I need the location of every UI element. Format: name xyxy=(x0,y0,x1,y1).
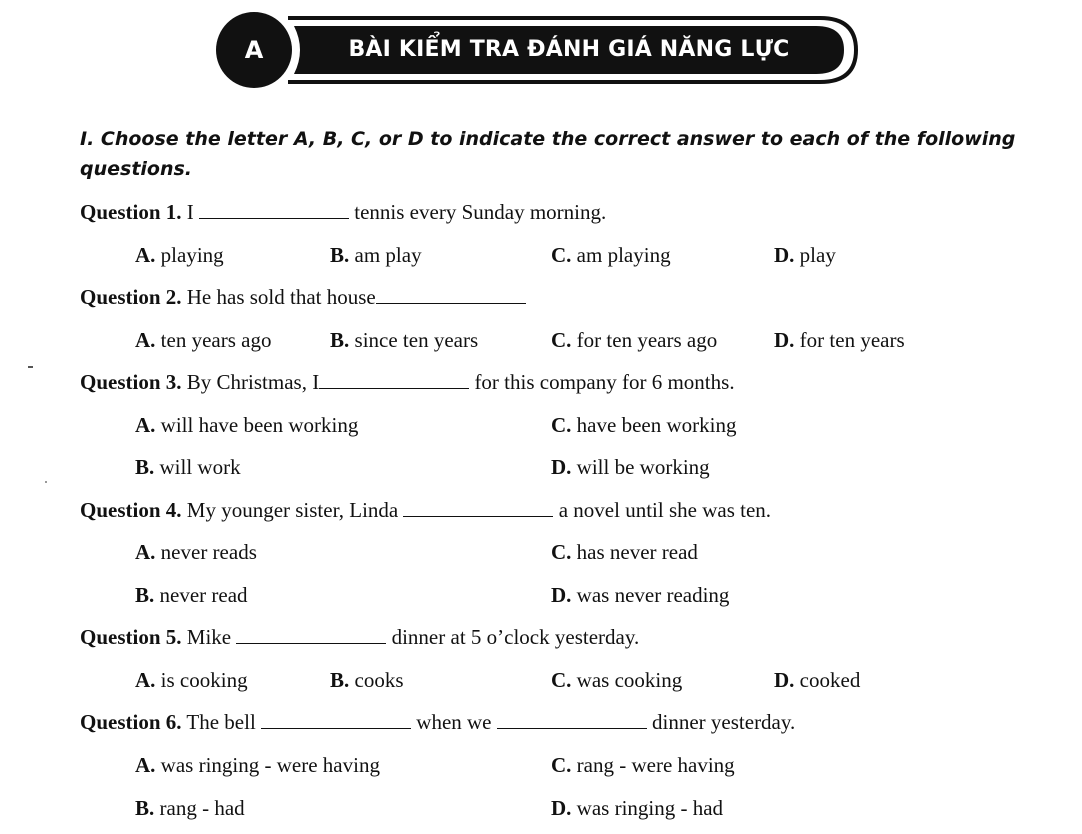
option-letter: C. xyxy=(551,243,572,267)
option-b[interactable] xyxy=(135,583,248,608)
question-text: I xyxy=(186,200,200,224)
option-text: for ten years xyxy=(799,328,905,352)
option-letter: B. xyxy=(330,243,350,267)
option-text: am play xyxy=(354,243,422,267)
question-label: Question 4. xyxy=(80,498,182,522)
question-text: The bell xyxy=(186,710,262,734)
option-letter: A. xyxy=(135,243,156,267)
question-text: when we xyxy=(411,710,497,734)
option-text: play xyxy=(799,243,836,267)
option-a[interactable] xyxy=(135,668,248,693)
option-d[interactable] xyxy=(774,328,905,353)
section-letter-badge: A xyxy=(244,36,264,64)
option-c[interactable] xyxy=(551,668,682,693)
option-text: cooked xyxy=(799,668,861,692)
question-text: By Christmas, I xyxy=(186,370,320,394)
option-c[interactable] xyxy=(551,328,717,353)
margin-mark xyxy=(28,366,33,368)
answer-blank[interactable] xyxy=(319,370,469,389)
option-text: was ringing - had xyxy=(576,796,724,820)
option-letter: A. xyxy=(135,540,156,564)
option-text: never read xyxy=(159,583,248,607)
option-a[interactable] xyxy=(135,328,271,353)
option-letter: A. xyxy=(135,328,156,352)
option-c[interactable] xyxy=(551,753,735,778)
option-text: rang - were having xyxy=(576,753,735,777)
option-text: since ten years xyxy=(354,328,479,352)
question-3 xyxy=(80,370,735,395)
question-2 xyxy=(80,285,526,310)
section-banner xyxy=(208,10,864,90)
option-text: have been working xyxy=(576,413,737,437)
option-text: was cooking xyxy=(576,668,683,692)
answer-blank[interactable] xyxy=(376,285,526,304)
option-text: cooks xyxy=(354,668,404,692)
option-text: never reads xyxy=(160,540,257,564)
option-b[interactable] xyxy=(330,668,404,693)
option-c[interactable] xyxy=(551,540,698,565)
question-4 xyxy=(80,498,771,523)
option-text: for ten years ago xyxy=(576,328,718,352)
question-text: dinner yesterday. xyxy=(646,710,796,734)
question-label: Question 3. xyxy=(80,370,182,394)
question-6 xyxy=(80,710,795,735)
option-letter: D. xyxy=(774,243,795,267)
question-label: Question 6. xyxy=(80,710,182,734)
answer-blank[interactable] xyxy=(497,710,647,729)
option-b[interactable] xyxy=(135,796,245,821)
option-text: will work xyxy=(159,455,241,479)
option-b[interactable] xyxy=(330,243,422,268)
question-1 xyxy=(80,200,606,225)
option-a[interactable] xyxy=(135,243,224,268)
section-instruction: I. Choose the letter A, B, C, or D to indicate the correct answer to each of the following questions. xyxy=(80,128,1016,180)
margin-mark xyxy=(45,481,47,483)
option-text: is cooking xyxy=(160,668,248,692)
option-d[interactable] xyxy=(551,796,723,821)
option-text: rang - had xyxy=(159,796,245,820)
option-letter: A. xyxy=(135,413,156,437)
option-a[interactable] xyxy=(135,753,380,778)
option-d[interactable] xyxy=(551,455,710,480)
question-text: He has sold that house xyxy=(186,285,376,309)
question-text: a novel until she was ten. xyxy=(553,498,772,522)
question-text: tennis every Sunday morning. xyxy=(349,200,607,224)
option-letter: B. xyxy=(135,583,155,607)
question-label: Question 5. xyxy=(80,625,182,649)
question-label: Question 1. xyxy=(80,200,182,224)
option-d[interactable] xyxy=(774,668,860,693)
option-letter: D. xyxy=(774,328,795,352)
option-letter: D. xyxy=(551,583,572,607)
answer-blank[interactable] xyxy=(261,710,411,729)
option-text: has never read xyxy=(576,540,698,564)
option-letter: B. xyxy=(330,328,350,352)
option-a[interactable] xyxy=(135,540,257,565)
question-text: Mike xyxy=(186,625,237,649)
option-letter: A. xyxy=(135,668,156,692)
option-text: was ringing - were having xyxy=(160,753,380,777)
option-a[interactable] xyxy=(135,413,358,438)
option-letter: C. xyxy=(551,668,572,692)
option-letter: D. xyxy=(551,455,572,479)
option-letter: B. xyxy=(135,455,155,479)
option-text: playing xyxy=(160,243,224,267)
option-text: was never reading xyxy=(576,583,730,607)
option-text: will have been working xyxy=(160,413,359,437)
question-text: for this company for 6 months. xyxy=(469,370,735,394)
option-letter: A. xyxy=(135,753,156,777)
answer-blank[interactable] xyxy=(403,498,553,517)
option-letter: C. xyxy=(551,540,572,564)
answer-blank[interactable] xyxy=(236,625,386,644)
question-label: Question 2. xyxy=(80,285,182,309)
option-letter: B. xyxy=(135,796,155,820)
answer-blank[interactable] xyxy=(199,200,349,219)
option-letter: B. xyxy=(330,668,350,692)
option-d[interactable] xyxy=(774,243,836,268)
option-letter: D. xyxy=(551,796,572,820)
question-text: My younger sister, Linda xyxy=(186,498,404,522)
option-text: am playing xyxy=(576,243,671,267)
option-b[interactable] xyxy=(330,328,478,353)
option-b[interactable] xyxy=(135,455,241,480)
question-text: dinner at 5 o’clock yesterday. xyxy=(386,625,640,649)
option-d[interactable] xyxy=(551,583,729,608)
option-letter: D. xyxy=(774,668,795,692)
option-text: will be working xyxy=(576,455,710,479)
option-letter: C. xyxy=(551,328,572,352)
page-title: BÀI KIỂM TRA ĐÁNH GIÁ NĂNG LỰC xyxy=(348,37,790,62)
option-c[interactable] xyxy=(551,243,671,268)
option-letter: C. xyxy=(551,753,572,777)
option-text: ten years ago xyxy=(160,328,272,352)
question-5 xyxy=(80,625,639,650)
option-c[interactable] xyxy=(551,413,736,438)
option-letter: C. xyxy=(551,413,572,437)
